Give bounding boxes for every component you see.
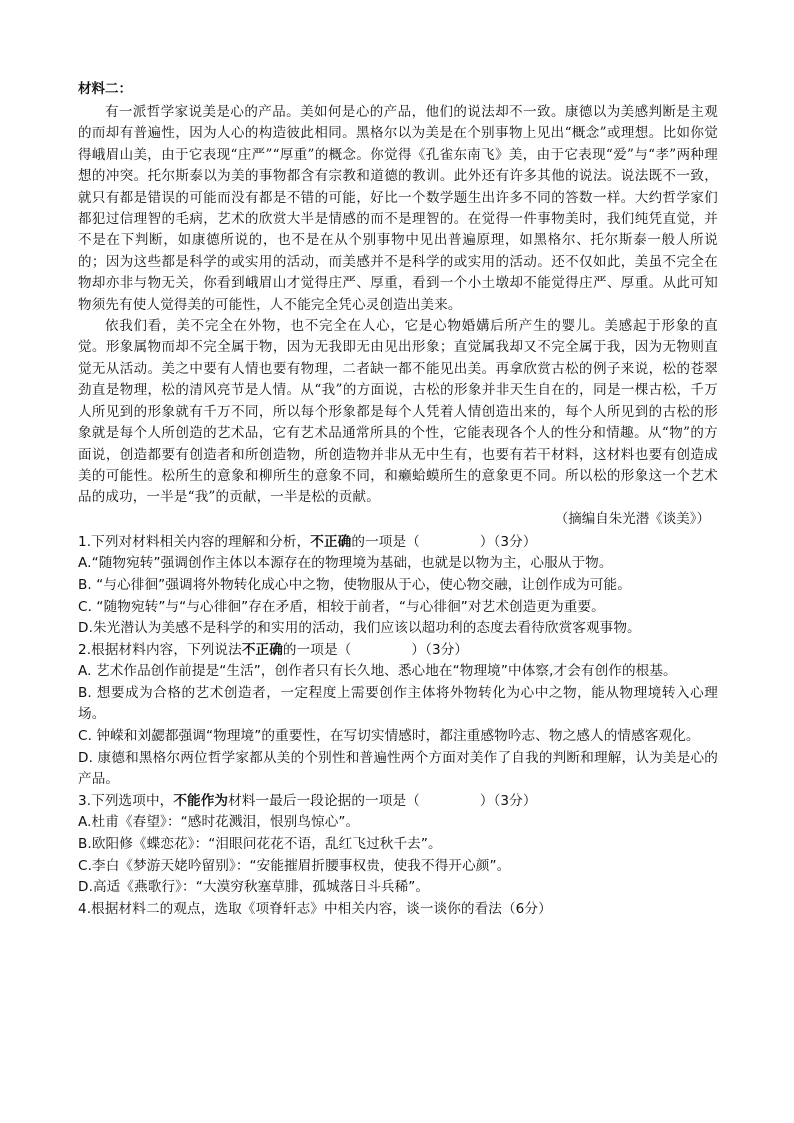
material-paragraph-1: 有一派哲学家说美是心的产品。美如何是心的产品，他们的说法却不一致。康德以为美感判断是主观的而却有普遍性，因为人心的构造彼此相同。黑格尔以为美是在个别事物上见出“概念”或理想。比如你觉得峨眉山美，由于它表现“庄严”“厚重”的概念。你觉得《孔雀东南飞》美，由于它表现“爱”与“孝”两种理想的冲突。托尔斯泰以为美的事物都含有宗教和道德的教训。此外还有许多其他的说法。说法既不一致，就只有都是错误的可能而没有都是不错的可能，好比一个数学题生出许多不同的答数一样。大约哲学家们都犯过信理智的毛病，艺术的欣赏大半是情感的而不是理智的。在觉得一件事物美时，我们纯凭直觉，并不是在下判断，如康德所说的，也不是在从个别事物中见出普遍原理，如黑格尔、托尔斯泰一般人所说的；因为这些都是科学的或实用的活动，而美感并不是科学的或实用的活动。还不仅如此，美虽不完全在物却亦非与物无关，你看到峨眉山才觉得庄严、厚重，看到一个小土墩却不能觉得庄严、厚重。从此可知物须先有使人觉得美的可能性，人不能完全凭心灵创造出美来。 <box>78 104 718 313</box>
question-1-option-d: D.朱光潜认为美感不是科学的和实用的活动，我们应该以超功利的态度去看待欣赏客观事物。 <box>78 620 641 637</box>
question-1-option-c: C. “随物宛转”与“与心徘徊”存在矛盾，相较于前者，“与心徘徊”对艺术创造更为重要。 <box>78 598 605 615</box>
question-2-stem-text: 2.根据材料内容，下列说法 <box>78 641 242 658</box>
exam-page <box>78 79 718 920</box>
material-source: （摘编自朱光潜《谈美》） <box>554 510 710 527</box>
question-4-stem: 4.根据材料二的观点，选取《项脊轩志》中相关内容，谈一谈你的看法（6分） <box>78 900 552 917</box>
question-3-stem-text: 3.下列选项中， <box>78 792 174 809</box>
question-3-stem-emphasis: 不能作为 <box>173 792 229 809</box>
question-3-option-a: A.杜甫《春望》：“感时花溅泪，恨别鸟惊心”。 <box>78 814 360 831</box>
question-3 <box>78 791 718 899</box>
question-2-stem <box>78 640 718 662</box>
question-2-score: ）（3分） <box>411 641 469 658</box>
question-2-stem-emphasis: 不正确 <box>241 641 283 658</box>
question-2-option-a: A. 艺术作品创作前提是“生活”，创作者只有长久地、悉心地在“物理境”中体察,才会有创作的根基。 <box>78 663 677 680</box>
question-3-stem <box>78 791 718 813</box>
question-1-stem <box>78 532 718 554</box>
question-2-option-d: D. 康德和黑格尔两位哲学家都从美的个别性和普遍性两个方面对美作了自我的判断和理解，认为美是心的产品。 <box>78 749 718 788</box>
question-3-stem-text-2: 材料一最后一段论据的一项是（ <box>228 792 420 809</box>
question-3-score: ）（3分） <box>479 792 537 809</box>
question-3-option-b: B.欧阳修《蝶恋花》：“泪眼问花花不语，乱红飞过秋千去”。 <box>78 836 442 853</box>
material-paragraph-2: 依我们看，美不完全在外物，也不完全在人心，它是心物婚媾后所产生的婴儿。美感起于形象的直觉。形象属物而却不完全属于物，因为无我即无由见出形象；直觉属我却又不完全属于我，因为无物则直觉无从活动。美之中要有人情也要有物理，二者缺一都不能见出美。再拿欣赏古松的例子来说，松的苍翠劲直是物理，松的清风亮节是人情。从“我”的方面说，古松的形象并非天生自在的，同是一棵古松，千万人所见到的形象就有千万不同，所以每个形象都是每个人凭着人情创造出来的，每个人所见到的古松的形象就是每个人所创造的艺术品，它有艺术品通常所具的个性，它能表现各个人的性分和情趣。从“物”的方面说，创造都要有创造者和所创造物，所创造物并非从无中生有，也要有若干材料，这材料也要有创造成美的可能性。松所生的意象和柳所生的意象不同，和癞蛤蟆所生的意象更不同。所以松的形象这一个艺术品的成功，一半是“我”的贡献，一半是松的贡献。 <box>78 318 718 506</box>
question-1-option-b: B. “与心徘徊”强调将外物转化成心中之物，使物服从于心，使心物交融，让创作成为可能。 <box>78 576 631 593</box>
question-1-option-a: A.“随物宛转”强调创作主体以本源存在的物理境为基础，也就是以物为主，心服从于物。 <box>78 555 613 572</box>
question-2-stem-text-2: 的一项是（ <box>282 641 352 658</box>
material-heading: 材料二： <box>78 81 132 97</box>
question-2 <box>78 640 718 791</box>
question-1-stem-text: 1.下列对材料相关内容的理解和分析， <box>78 533 311 550</box>
question-3-option-d: D.高适《燕歌行》：“大漠穷秋塞草腓，孤城落日斗兵稀”。 <box>78 879 430 896</box>
question-2-option-b: B. 想要成为合格的艺术创造者，一定程度上需要创作主体将外物转化为心中之物，能从物理境转入心理场。 <box>78 684 718 723</box>
question-1-score: ）（3分） <box>479 533 537 550</box>
question-1-stem-emphasis: 不正确 <box>310 533 352 550</box>
question-2-option-c: C. 钟嵘和刘勰都强调“物理境”的重要性，在写切实情感时，都注重感物吟志、物之感人的情感客观化。 <box>78 728 700 745</box>
question-1 <box>78 532 718 640</box>
question-4 <box>78 899 718 921</box>
question-1-stem-text-2: 的一项是（ <box>351 533 420 550</box>
question-3-option-c: C.李白《梦游天姥吟留别》：“安能摧眉折腰事权贵，使我不得开心颜”。 <box>78 857 511 874</box>
